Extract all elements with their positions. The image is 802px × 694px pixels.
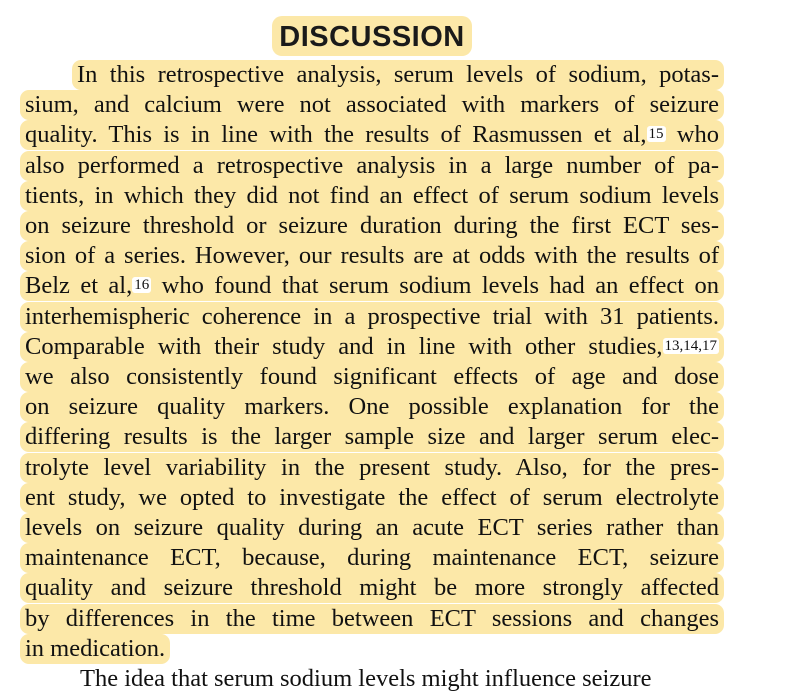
text-line (20, 362, 724, 392)
line-text: ent study, we opted to investigate the effect of serum electrolyte (25, 483, 719, 511)
highlighted-text (20, 513, 724, 543)
highlighted-text (20, 332, 724, 362)
line-text: we also consistently found significant effects of age and dose (25, 363, 719, 390)
text-line (20, 181, 724, 211)
text-line (20, 392, 724, 422)
text-line (20, 271, 724, 301)
citation-superscript: 13,14,17 (664, 337, 717, 354)
line-text: on seizure threshold or seizure duration during the first ECT ses- (25, 212, 719, 239)
line-text: in medication. (25, 634, 166, 662)
line-text: Belz et al, (25, 272, 133, 300)
text-line (20, 151, 724, 181)
highlighted-text (20, 392, 724, 422)
highlighted-text (20, 634, 170, 664)
line-text: quality and seizure threshold might be more strongly affected (25, 574, 719, 602)
highlighted-text (20, 453, 724, 483)
highlighted-text (20, 483, 724, 513)
highlighted-text (20, 271, 724, 301)
highlighted-text (20, 573, 724, 603)
citation-superscript: 16 (134, 277, 150, 294)
text-line (20, 573, 724, 603)
next-paragraph-partial-line: The idea that serum sodium levels might influence seizure (80, 665, 652, 692)
line-text: also performed a retrospective analysis in a large number of pa- (25, 151, 719, 179)
text-line (20, 241, 724, 271)
line-text: tients, in which they did not find an effect of serum sodium levels (25, 181, 719, 209)
line-text: interhemispheric coherence in a prospective trial with 31 patients. (25, 302, 719, 330)
text-line (20, 453, 724, 483)
text-line (20, 422, 724, 452)
highlighted-text (20, 604, 724, 634)
line-text-after: who (665, 121, 719, 149)
highlighted-text (20, 362, 724, 392)
line-text: levels on seizure quality during an acute ECT series rather than (25, 514, 719, 541)
highlighted-text (20, 90, 724, 120)
line-text: quality. This is in line with the results of Rasmussen et al, (25, 121, 647, 149)
line-text: differing results is the larger sample size and larger serum elec- (25, 423, 719, 451)
highlighted-text (20, 241, 724, 271)
highlighted-text (72, 60, 724, 90)
text-line (20, 483, 724, 513)
line-text-after: who found that serum sodium levels had an effect on (151, 272, 720, 300)
section-heading: DISCUSSION (272, 16, 471, 56)
line-text: on seizure quality markers. One possible explanation for the (25, 393, 719, 421)
text-line (20, 604, 724, 634)
heading-container (0, 16, 744, 56)
highlighted-text (20, 543, 724, 573)
highlighted-text (20, 422, 724, 452)
line-text: trolyte level variability in the present study. Also, for the pres- (25, 453, 719, 481)
line-text: by differences in the time between ECT sessions and changes (25, 604, 719, 632)
text-line (20, 332, 724, 362)
highlighted-text (20, 181, 724, 211)
highlighted-text (20, 302, 724, 332)
line-text: sium, and calcium were not associated with markers of seizure (25, 91, 719, 119)
highlighted-text (20, 211, 724, 241)
text-line (20, 513, 724, 543)
text-line (20, 120, 724, 150)
line-text: sion of a series. However, our results are at odds with the results of (25, 242, 719, 270)
text-line (20, 543, 724, 573)
highlighted-text (20, 151, 724, 181)
line-text: In this retrospective analysis, serum levels of sodium, potas- (77, 61, 719, 88)
text-line (20, 302, 724, 332)
citation-superscript: 15 (648, 126, 664, 143)
line-text: maintenance ECT, because, during maintenance ECT, seizure (25, 544, 719, 572)
text-line (20, 211, 724, 241)
text-line (20, 90, 724, 120)
text-line (20, 60, 724, 90)
line-text: Comparable with their study and in line with other studies, (25, 332, 663, 360)
text-line (20, 634, 724, 664)
highlighted-text (20, 120, 724, 150)
